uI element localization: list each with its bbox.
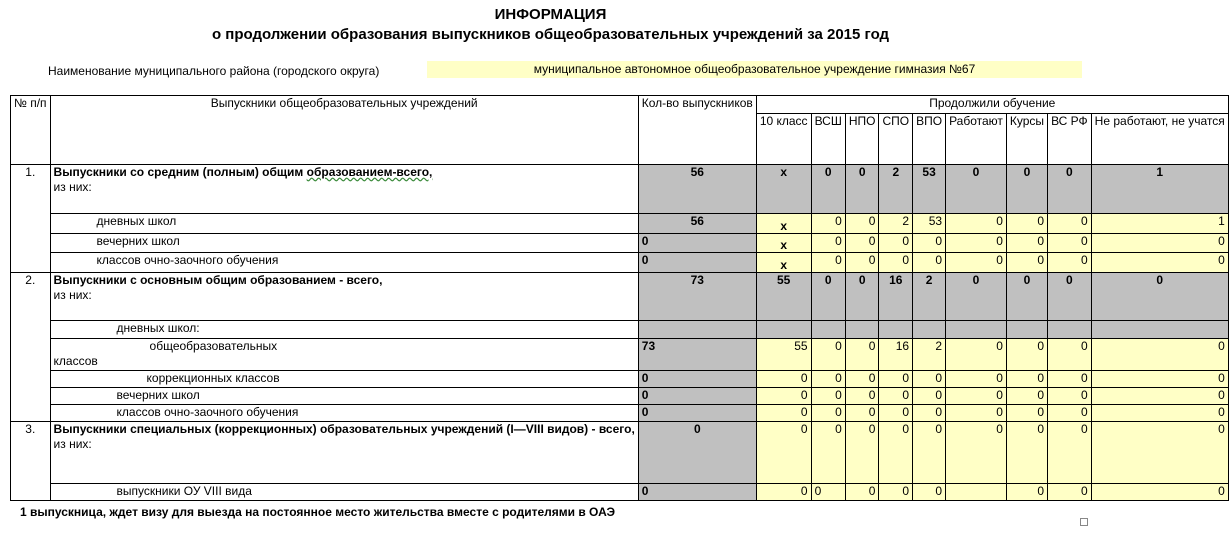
- count-cell: 0: [638, 371, 756, 388]
- row-number: 3.: [11, 422, 51, 501]
- value-cell[interactable]: 2: [879, 214, 913, 234]
- header-col: ВС РФ: [1048, 114, 1092, 165]
- value-cell[interactable]: 0: [879, 422, 913, 484]
- value-cell[interactable]: 0: [811, 339, 845, 371]
- count-cell: [638, 321, 756, 339]
- value-cell[interactable]: 0: [845, 422, 879, 484]
- row-label: коррекционных классов: [50, 371, 638, 388]
- value-cell[interactable]: 0: [811, 371, 845, 388]
- value-cell[interactable]: 0: [845, 388, 879, 405]
- count-cell: 56: [638, 214, 756, 234]
- value-cell[interactable]: 0: [845, 214, 879, 234]
- value-cell[interactable]: 0: [1048, 484, 1092, 501]
- value-cell: 0: [1048, 165, 1092, 214]
- header-col: 10 класс: [756, 114, 811, 165]
- value-cell: [946, 321, 1007, 339]
- value-cell[interactable]: 55: [756, 339, 811, 371]
- value-cell[interactable]: 0: [1006, 422, 1047, 484]
- row-label: Выпускники с основным общим образованием - всего, из них:: [50, 273, 638, 321]
- value-cell[interactable]: 0: [1091, 253, 1228, 273]
- table-row: [11, 405, 1229, 422]
- row-label: классов очно-заочного обучения: [50, 253, 638, 273]
- table-row: [11, 422, 1229, 484]
- count-cell: 73: [638, 273, 756, 321]
- value-cell: 0: [811, 273, 845, 321]
- row-label: Выпускники со средним (полным) общим образованием-всего, из них:: [50, 165, 638, 214]
- value-cell[interactable]: x: [756, 234, 811, 253]
- resize-handle[interactable]: [1080, 518, 1088, 526]
- value-cell[interactable]: 0: [879, 405, 913, 422]
- value-cell[interactable]: 0: [946, 214, 1007, 234]
- row-label: Выпускники специальных (коррекционных) образовательных учреждений (I—VIII видов) - всего, из них:: [50, 422, 638, 484]
- value-cell[interactable]: 0: [946, 253, 1007, 273]
- table-row: [11, 165, 1229, 214]
- value-cell[interactable]: 0: [1006, 388, 1047, 405]
- value-cell: x: [756, 165, 811, 214]
- count-cell: 0: [638, 484, 756, 501]
- header-col: ВСШ: [811, 114, 845, 165]
- header-col: НПО: [845, 114, 879, 165]
- value-cell[interactable]: 0: [1091, 339, 1228, 371]
- value-cell: [879, 321, 913, 339]
- header-col: ВПО: [913, 114, 946, 165]
- table-row: [11, 234, 1229, 253]
- value-cell[interactable]: 0: [913, 422, 946, 484]
- value-cell[interactable]: 16: [879, 339, 913, 371]
- value-cell[interactable]: 0: [756, 371, 811, 388]
- value-cell[interactable]: 0: [1048, 371, 1092, 388]
- row-number: 2.: [11, 273, 51, 422]
- value-cell[interactable]: 0: [845, 371, 879, 388]
- value-cell[interactable]: 0: [811, 214, 845, 234]
- value-cell[interactable]: 0: [845, 253, 879, 273]
- document-subtitle: о продолжении образования выпускников общеобразовательных учреждений за 2015 год: [211, 26, 890, 43]
- value-cell: 0: [946, 165, 1007, 214]
- value-cell[interactable]: 0: [879, 234, 913, 253]
- value-cell[interactable]: 0: [811, 234, 845, 253]
- value-cell[interactable]: 0: [1006, 253, 1047, 273]
- value-cell[interactable]: 0: [879, 253, 913, 273]
- value-cell[interactable]: 0: [1048, 405, 1092, 422]
- value-cell[interactable]: 0: [913, 388, 946, 405]
- header-count: Кол-во выпускников: [638, 96, 756, 165]
- row-label: дневных школ:: [50, 321, 638, 339]
- footnote: 1 выпускница, ждет визу для выезда на постоянное место жительства вместе с родителями в ОАЭ: [20, 505, 615, 519]
- table-row: [11, 253, 1229, 273]
- value-cell[interactable]: 0: [756, 388, 811, 405]
- value-cell[interactable]: 0: [845, 405, 879, 422]
- value-cell[interactable]: 0: [1006, 405, 1047, 422]
- table-row: [11, 371, 1229, 388]
- value-cell[interactable]: 0: [879, 388, 913, 405]
- value-cell[interactable]: 0: [1048, 388, 1092, 405]
- value-cell[interactable]: 0: [1091, 405, 1228, 422]
- value-cell: [1091, 321, 1228, 339]
- value-cell: [1048, 321, 1092, 339]
- district-label: Наименование муниципального района (городского округа): [48, 64, 380, 78]
- value-cell: 0: [1006, 165, 1047, 214]
- value-cell[interactable]: 0: [845, 339, 879, 371]
- district-value-field[interactable]: муниципальное автономное общеобразовательное учреждение гимназия №67: [427, 61, 1082, 78]
- value-cell[interactable]: 0: [1006, 234, 1047, 253]
- value-cell[interactable]: 0: [1006, 214, 1047, 234]
- value-cell[interactable]: 0: [1048, 422, 1092, 484]
- value-cell[interactable]: 0: [756, 484, 811, 501]
- count-cell: 0: [638, 234, 756, 253]
- table-row: [11, 339, 1229, 371]
- value-cell[interactable]: 0: [913, 253, 946, 273]
- value-cell[interactable]: 0: [879, 484, 913, 501]
- value-cell[interactable]: 0: [946, 339, 1007, 371]
- value-cell[interactable]: 0: [756, 405, 811, 422]
- value-cell[interactable]: 0: [946, 405, 1007, 422]
- header-num: № п/п: [11, 96, 51, 165]
- table-row: [11, 273, 1229, 321]
- value-cell[interactable]: 0: [811, 405, 845, 422]
- row-label: вечерних школ: [50, 388, 638, 405]
- value-cell: 0: [845, 273, 879, 321]
- value-cell[interactable]: 2: [913, 339, 946, 371]
- value-cell[interactable]: 0: [811, 422, 845, 484]
- value-cell[interactable]: 0: [1006, 484, 1047, 501]
- value-cell: 55: [756, 273, 811, 321]
- count-cell: 56: [638, 165, 756, 214]
- value-cell[interactable]: 0: [946, 388, 1007, 405]
- value-cell: 0: [1006, 273, 1047, 321]
- value-cell[interactable]: 0: [1048, 234, 1092, 253]
- value-cell[interactable]: 0: [1091, 234, 1228, 253]
- value-cell[interactable]: x: [756, 253, 811, 273]
- value-cell[interactable]: 0: [1091, 422, 1228, 484]
- row-label: общеобразовательных классов: [50, 339, 638, 371]
- table-row: [11, 484, 1229, 501]
- value-cell: [811, 321, 845, 339]
- value-cell: 1: [1091, 165, 1228, 214]
- value-cell[interactable]: 0: [946, 371, 1007, 388]
- header-col: Не работают, не учатся: [1091, 114, 1228, 165]
- value-cell[interactable]: 0: [1048, 339, 1092, 371]
- count-cell: 0: [638, 405, 756, 422]
- value-cell[interactable]: 0: [845, 484, 879, 501]
- value-cell[interactable]: 0: [811, 484, 845, 501]
- row-label: выпускники ОУ VIII вида: [50, 484, 638, 501]
- value-cell: 0: [1048, 273, 1092, 321]
- value-cell[interactable]: 0: [1006, 339, 1047, 371]
- header-continued: Продолжили обучение: [756, 96, 1228, 114]
- value-cell: 16: [879, 273, 913, 321]
- header-col: СПО: [879, 114, 913, 165]
- value-cell: 2: [913, 273, 946, 321]
- value-cell: 0: [946, 273, 1007, 321]
- value-cell: [913, 321, 946, 339]
- value-cell[interactable]: 0: [946, 422, 1007, 484]
- value-cell[interactable]: 0: [756, 422, 811, 484]
- row-label: классов очно-заочного обучения: [50, 405, 638, 422]
- value-cell: [756, 321, 811, 339]
- value-cell[interactable]: 0: [913, 405, 946, 422]
- count-cell: 0: [638, 253, 756, 273]
- value-cell: 0: [1091, 273, 1228, 321]
- value-cell: [1006, 321, 1047, 339]
- value-cell: 0: [811, 165, 845, 214]
- value-cell[interactable]: 0: [811, 388, 845, 405]
- value-cell: 0: [845, 165, 879, 214]
- value-cell[interactable]: 0: [1006, 371, 1047, 388]
- value-cell[interactable]: 0: [1091, 371, 1228, 388]
- graduates-table: [10, 95, 1229, 501]
- header-graduates: Выпускники общеобразовательных учреждений: [50, 96, 638, 165]
- count-cell: 0: [638, 388, 756, 405]
- row-label: вечерних школ: [50, 234, 638, 253]
- value-cell: [845, 321, 879, 339]
- value-cell[interactable]: 0: [1091, 484, 1228, 501]
- document-title: ИНФОРМАЦИЯ: [494, 6, 607, 23]
- value-cell[interactable]: 0: [1091, 388, 1228, 405]
- value-cell[interactable]: x: [756, 214, 811, 234]
- value-cell[interactable]: 0: [879, 371, 913, 388]
- value-cell[interactable]: 1: [1091, 214, 1228, 234]
- value-cell: 2: [879, 165, 913, 214]
- table-row: [11, 388, 1229, 405]
- value-cell[interactable]: 0: [946, 234, 1007, 253]
- count-cell: 73: [638, 339, 756, 371]
- value-cell[interactable]: 0: [913, 371, 946, 388]
- value-cell: 53: [913, 165, 946, 214]
- row-number: 1.: [11, 165, 51, 273]
- value-cell[interactable]: 0: [845, 234, 879, 253]
- count-cell: 0: [638, 422, 756, 484]
- value-cell[interactable]: 0: [811, 253, 845, 273]
- header-col: Курсы: [1006, 114, 1047, 165]
- value-cell[interactable]: [946, 484, 1007, 501]
- row-label: дневных школ: [50, 214, 638, 234]
- table-row: [11, 214, 1229, 234]
- value-cell[interactable]: 0: [1048, 253, 1092, 273]
- value-cell[interactable]: 53: [913, 214, 946, 234]
- value-cell[interactable]: 0: [913, 234, 946, 253]
- value-cell[interactable]: 0: [913, 484, 946, 501]
- table-row: [11, 321, 1229, 339]
- value-cell[interactable]: 0: [1048, 214, 1092, 234]
- header-col: Работают: [946, 114, 1007, 165]
